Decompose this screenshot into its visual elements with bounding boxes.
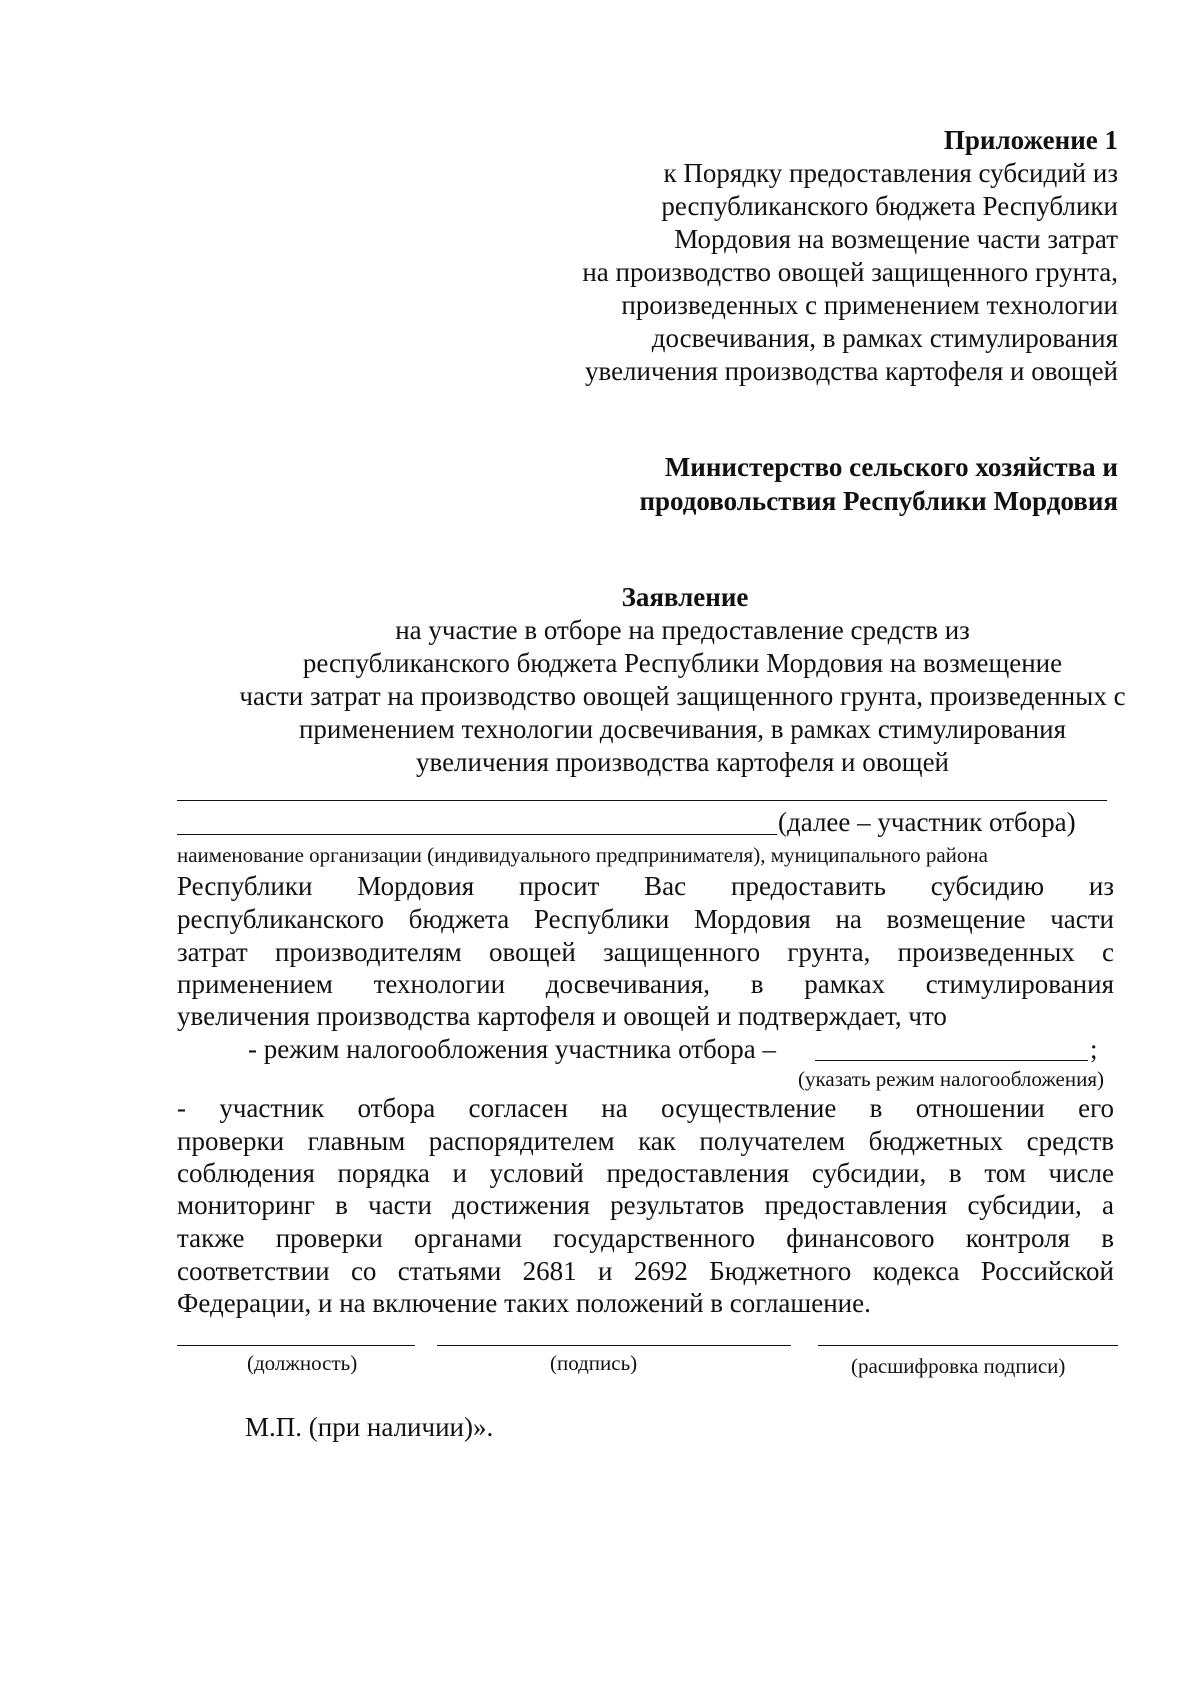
tax-regime-blank <box>815 1060 1088 1061</box>
body-line: затрат производителям овощей защищенного грунта, произведенных с <box>177 937 1114 967</box>
body-line: республиканского бюджета Республики Мордовия на возмещение части <box>177 904 1114 934</box>
sign-signature-line <box>437 1345 791 1346</box>
appendix-line: досвечивания, в рамках стимулирования <box>651 323 1118 353</box>
body-line: применением технологии досвечивания, в рамках стимулирования <box>177 969 1114 999</box>
consent-line: - участник отбора согласен на осуществление в отношении его <box>177 1093 1114 1123</box>
addressee-line: продовольствия Республики Мордовия <box>639 486 1118 516</box>
tax-regime-label: - режим налогообложения участника отбора – <box>248 1034 777 1064</box>
tax-regime-caption: (указать режим налогообложения) <box>798 1067 1104 1091</box>
consent-line: соблюдения порядка и условий предоставления субсидии, в том числе <box>177 1158 1114 1188</box>
decoding-caption: (расшифровка подписи) <box>851 1354 1066 1378</box>
consent-line: также проверки органами государственного финансового контроля в <box>177 1223 1114 1253</box>
participant-caption: наименование организации (индивидуального предпринимателя), муниципального района <box>177 843 988 867</box>
statement-line: республиканского бюджета Республики Мордовия на возмещение <box>302 648 1063 678</box>
participant-suffix: (далее – участник отбора) <box>778 807 1076 837</box>
appendix-line: к Порядку предоставления субсидий из <box>663 158 1118 188</box>
addressee-line: Министерство сельского хозяйства и <box>664 452 1118 482</box>
appendix-line: на производство овощей защищенного грунта, <box>582 257 1118 287</box>
consent-line: соответствии со статьями 2681 и 2692 Бюджетного кодекса Российской <box>177 1256 1114 1286</box>
position-caption: (должность) <box>247 1351 358 1375</box>
tax-regime-end: ; <box>1090 1034 1098 1064</box>
position-signature-line <box>177 1345 415 1346</box>
statement-line: на участие в отборе на предоставление средств из <box>395 615 970 645</box>
appendix-line: республиканского бюджета Республики <box>661 191 1118 221</box>
appendix-title: Приложение 1 <box>943 125 1118 155</box>
appendix-line: произведенных с применением технологии <box>621 290 1118 320</box>
appendix-line: Мордовия на возмещение части затрат <box>674 224 1118 254</box>
participant-blank-line-1 <box>177 800 1107 801</box>
consent-line: мониторинг в части достижения результатов предоставления субсидии, а <box>177 1190 1114 1220</box>
statement-line: части затрат на производство овощей защищенного грунта, произведенных с <box>239 681 1126 711</box>
sign-caption: (подпись) <box>550 1351 638 1375</box>
statement-title: Заявление <box>621 582 749 612</box>
appendix-line: увеличения производства картофеля и овощей <box>584 356 1118 386</box>
decoding-signature-line <box>818 1345 1118 1346</box>
body-line-last: увеличения производства картофеля и овощей и подтверждает, что <box>177 1001 947 1031</box>
statement-line: применением технологии досвечивания, в рамках стимулирования <box>298 714 1067 744</box>
statement-line: увеличения производства картофеля и овощей <box>415 747 949 777</box>
consent-line-last: Федерации, и на включение таких положений в соглашение. <box>177 1288 871 1318</box>
stamp-note: М.П. (при наличии)». <box>245 1412 494 1442</box>
body-line: Республики Мордовия просит Вас предоставить субсидию из <box>177 871 1114 901</box>
consent-line: проверки главным распорядителем как получателем бюджетных средств <box>177 1126 1114 1156</box>
participant-blank-line-2 <box>177 834 777 835</box>
